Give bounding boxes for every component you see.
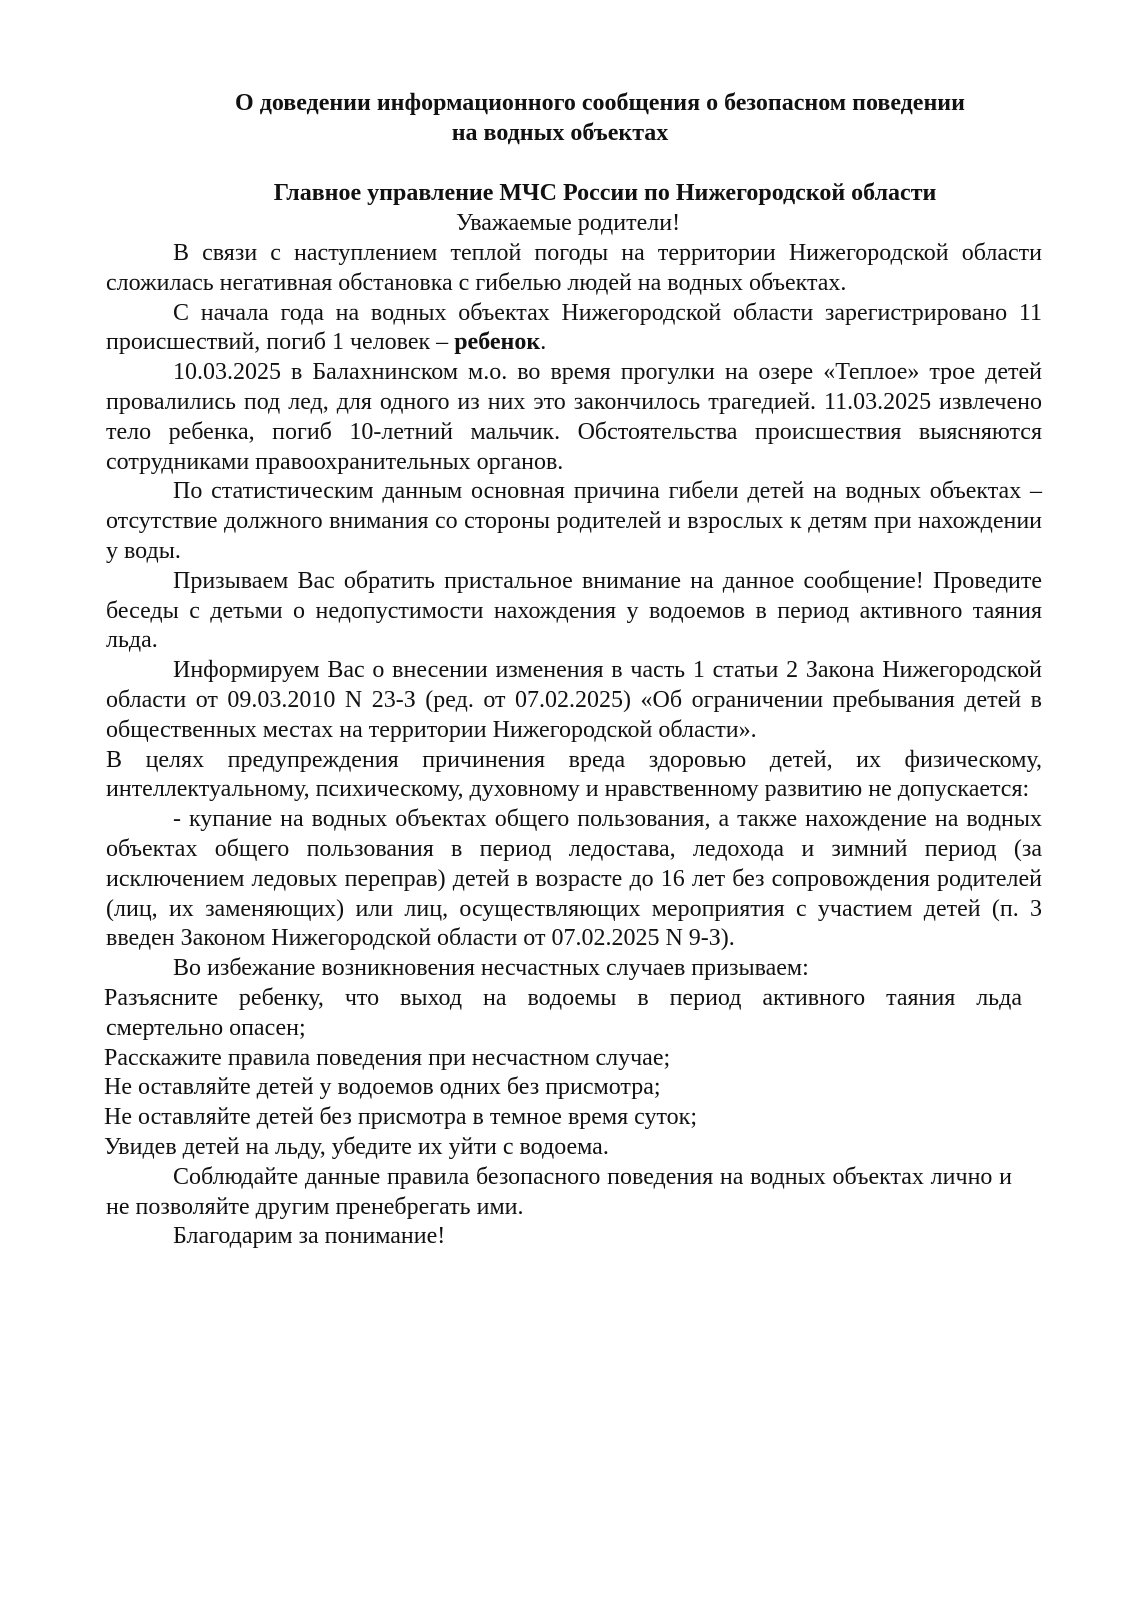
greeting: Уважаемые родители! bbox=[455, 210, 681, 236]
statistics-bold-word: ребенок bbox=[454, 329, 541, 356]
paragraph-call-to-action: Во избежание возникновения несчастных случаев призываем: bbox=[173, 955, 809, 982]
document-body bbox=[106, 239, 1042, 1252]
paragraph-prohibition: - купание на водных объектах общего пользования, а также нахождение на водных объектах общего пользования в период ледостава, ледохода и зимний период (за исключением ледовых переправ) детей в возрасте до 16 лет без сопровождения родителей (лиц, их заменяющих) или лиц, осуществляющих мероприятия с участием детей (п. 3 введен Законом Нижегородской области от 07.02.2025 N 9-З). bbox=[106, 806, 1042, 952]
statistics-text: С начала года на водных объектах Нижегородской области зарегистрировано 11 происшествий, погиб 1 человек – bbox=[106, 299, 1042, 356]
statistics-end: . bbox=[540, 329, 547, 356]
paragraph-main-cause: По статистическим данным основная причина гибели детей на водных объектах – отсутствие должного внимания со стороны родителей и взрослых к детям при нахождении у воды. bbox=[106, 478, 1042, 564]
paragraph-incident: 10.03.2025 в Балахнинском м.о. во время прогулки на озере «Теплое» трое детей провалились под лед, для одного из них это закончилось трагедией. 11.03.2025 извлечено тело ребенка, погиб 10-летний мальчик. Обстоятельства происшествия выясняются сотрудниками правоохранительных органов. bbox=[106, 359, 1042, 475]
paragraph-thanks: Благодарим за понимание! bbox=[173, 1223, 446, 1250]
paragraph-follow-rules: Соблюдайте данные правила безопасного поведения на водных объектах лично и не позволяйте другим пренебрегать ими. bbox=[106, 1163, 1012, 1220]
paragraph-law-change: Информируем Вас о внесении изменения в часть 1 статьи 2 Закона Нижегородской области от 09.03.2010 N 23-З (ред. от 07.02.2025) «Об ограничении пребывания детей в общественных местах на территории Нижегородской области». bbox=[106, 657, 1042, 743]
paragraph-prevention: В целях предупреждения причинения вреда здоровью детей, их физическому, интеллектуальному, психическому, духовному и нравственному развитию не допускается: bbox=[106, 746, 1042, 803]
advice-item-rules: Расскажите правила поведения при несчастном случае; bbox=[104, 1044, 671, 1071]
advice-item-ice: Увидев детей на льду, убедите их уйти с водоема. bbox=[104, 1133, 609, 1160]
advice-item-night: Не оставляйте детей без присмотра в темное время суток; bbox=[104, 1104, 697, 1131]
document-title-line-2: на водных объектах bbox=[451, 120, 669, 146]
paragraph-appeal: Призываем Вас обратить пристальное внимание на данное сообщение! Проведите беседы с детьми о недопустимости нахождения у водоемов в период активного таяния льда. bbox=[106, 567, 1042, 654]
advice-item-explain: Разъясните ребенку, что выход на водоемы в период активного таяния льда bbox=[104, 984, 1022, 1011]
advice-item-explain-continuation: смертельно опасен; bbox=[106, 1014, 306, 1041]
organization-name: Главное управление МЧС России по Нижегородской области bbox=[273, 180, 937, 206]
paragraph-statistics bbox=[106, 299, 1042, 359]
paragraph-weather-situation: В связи с наступлением теплой погоды на территории Нижегородской области сложилась негативная обстановка с гибелью людей на водных объектах. bbox=[106, 240, 1042, 296]
advice-item-supervision: Не оставляйте детей у водоемов одних без присмотра; bbox=[104, 1074, 661, 1101]
document-title-line-1: О доведении информационного сообщения о безопасном поведении bbox=[235, 90, 965, 116]
